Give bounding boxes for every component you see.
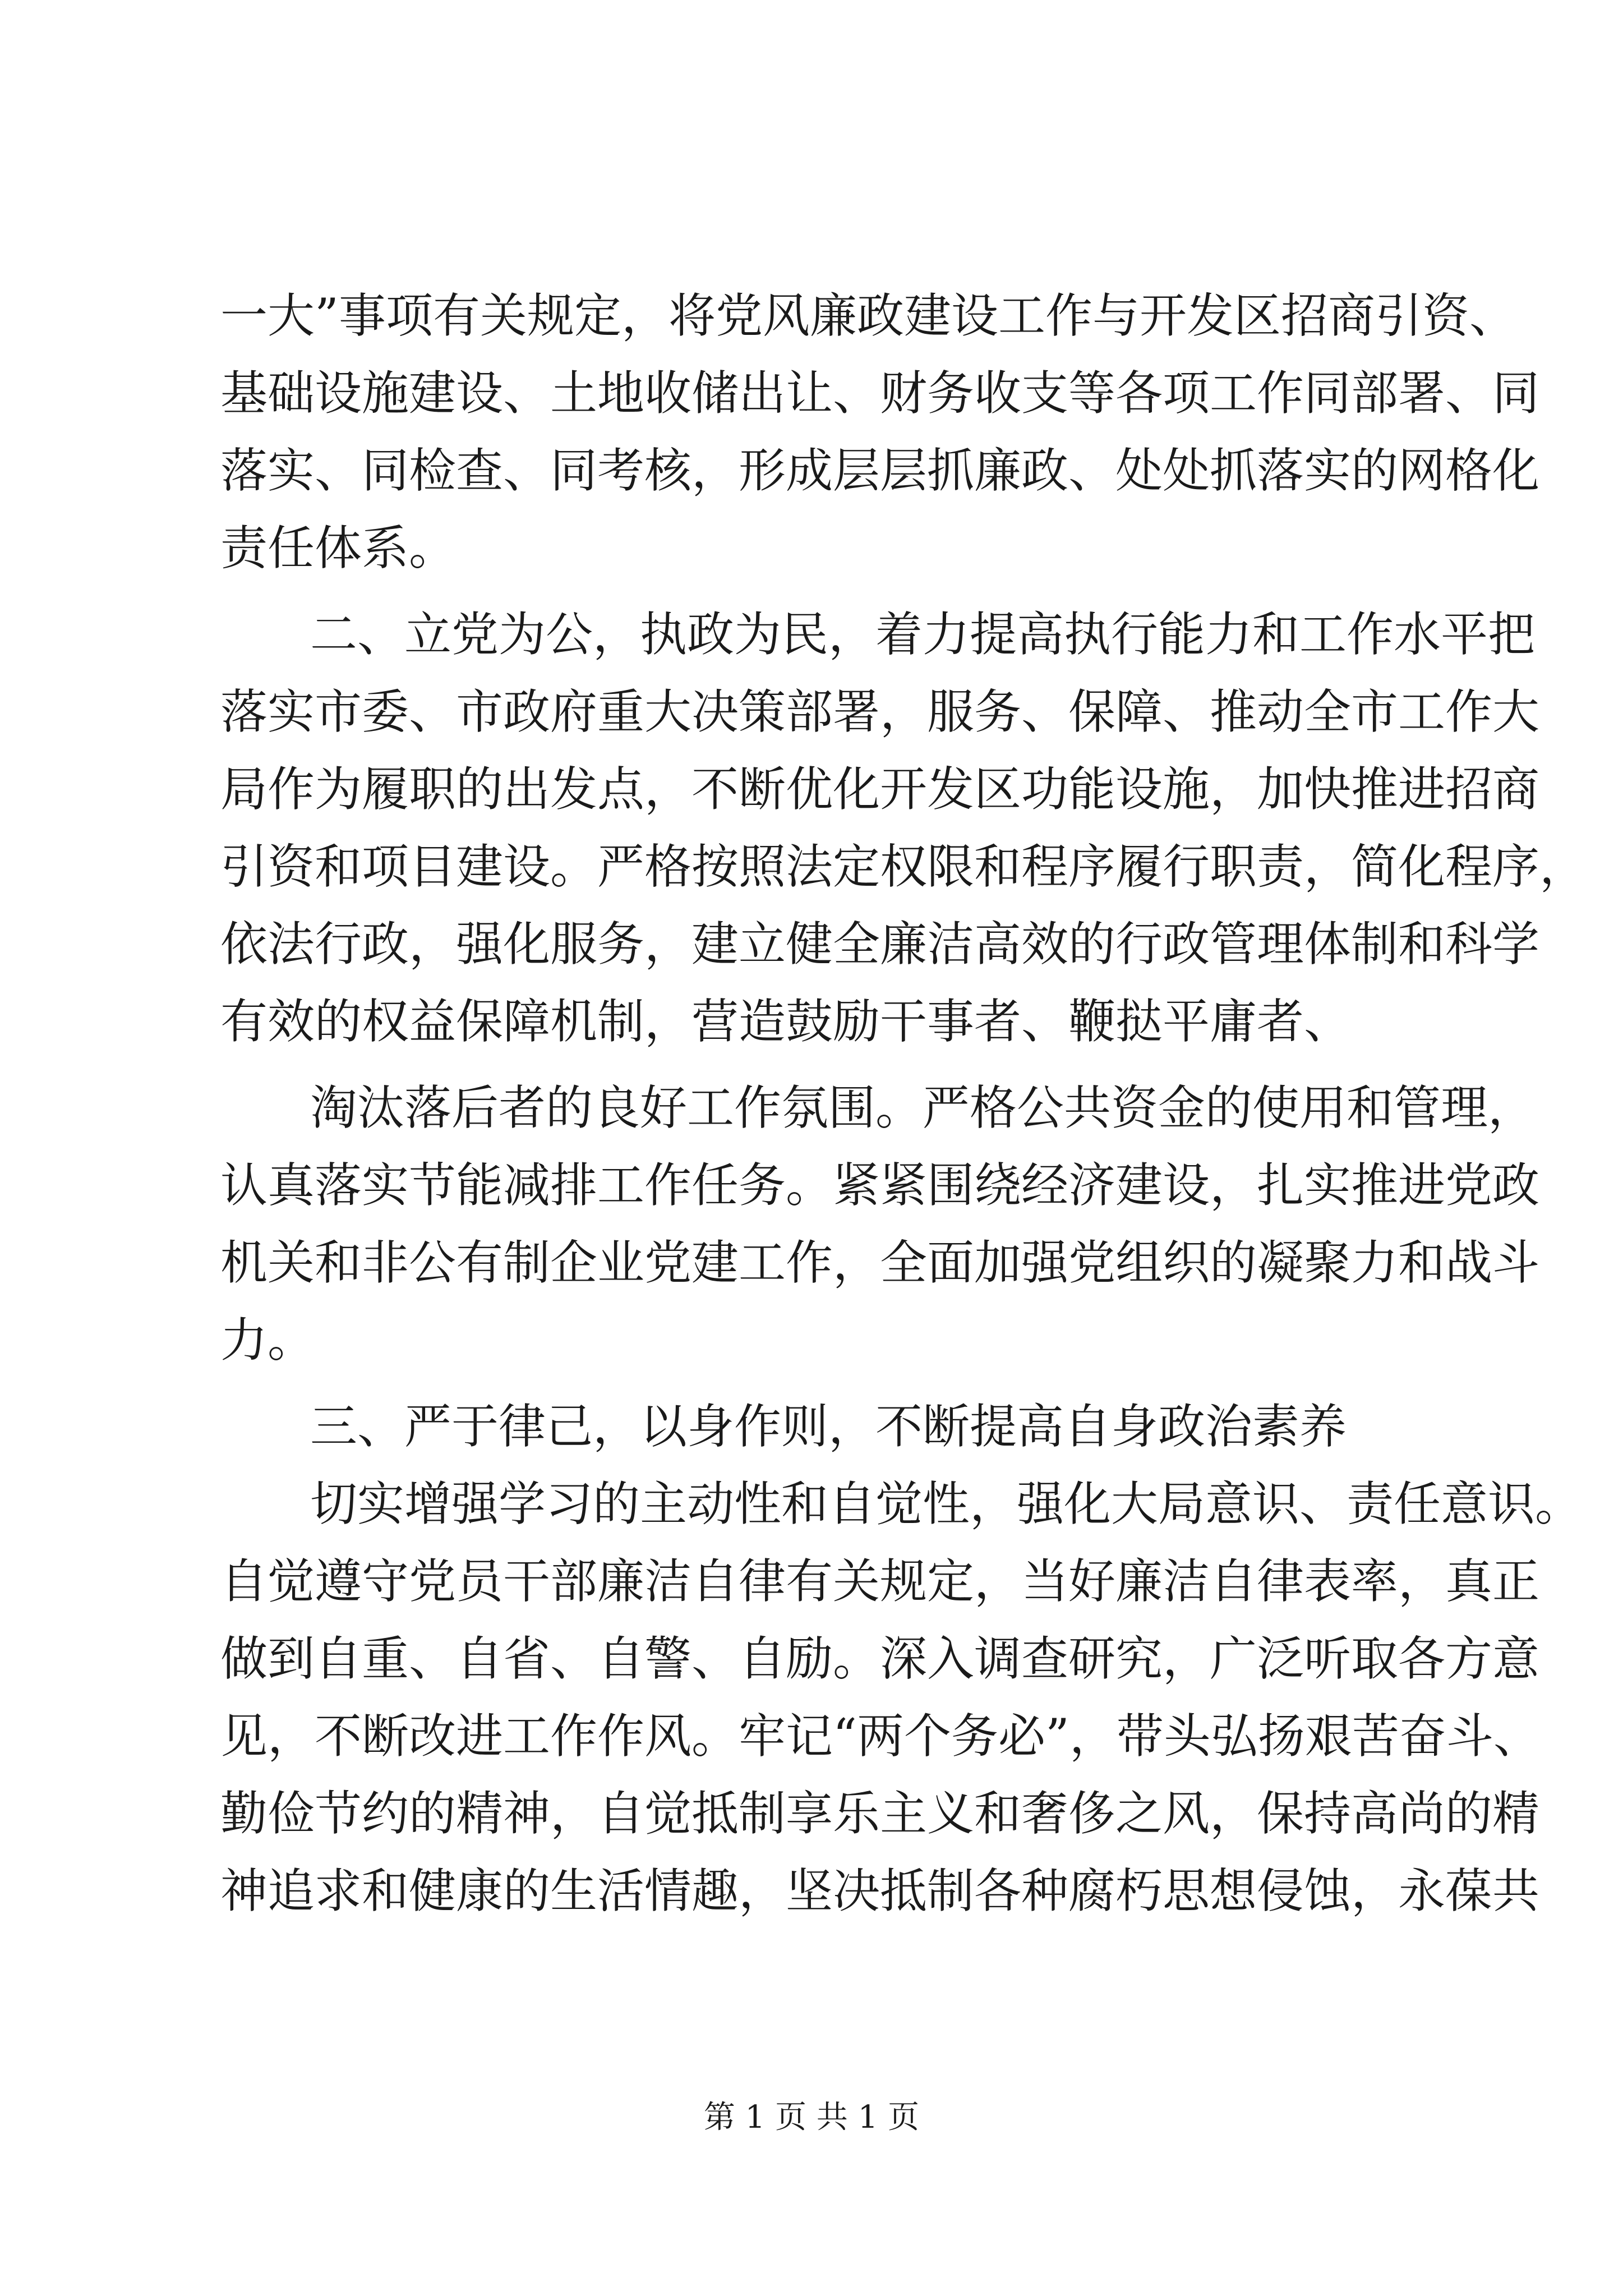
section-heading-2: 二、立党为公，执政为民，着力提高执行能力和工作水平把 — [310, 607, 1536, 662]
text-line-10: 有效的权益保障机制，营造鼓励干事者、鞭挞平庸者、 — [220, 994, 1352, 1049]
text-line-4: 责任体系。 — [220, 521, 457, 576]
text-line-12: 认真落实节能减排工作任务。紧紧围绕经济建设，扎实推进党政 — [220, 1158, 1540, 1213]
text-line-3: 落实、同检查、同考核，形成层层抓廉政、处处抓落实的网格化 — [220, 443, 1540, 498]
text-line-17: 自觉遵守党员干部廉洁自律有关规定，当好廉洁自律表率，真正 — [220, 1554, 1540, 1609]
text-line-14: 力。 — [220, 1313, 315, 1368]
text-line-20: 勤俭节约的精神，自觉抵制享乐主义和奢侈之风，保持高尚的精 — [220, 1786, 1540, 1841]
text-line-8: 引资和项目建设。严格按照法定权限和程序履行职责，简化程序， — [220, 839, 1587, 894]
text-line-13: 机关和非公有制企业党建工作，全面加强党组织的凝聚力和战斗 — [220, 1235, 1540, 1290]
text-line-1: 一大”事项有关规定，将党风廉政建设工作与开发区招商引资、 — [220, 288, 1516, 343]
text-line-11: 淘汰落后者的良好工作氛围。严格公共资金的使用和管理， — [310, 1080, 1536, 1135]
text-line-18: 做到自重、自省、自警、自励。深入调查研究，广泛听取各方意 — [220, 1631, 1540, 1686]
text-line-21: 神追求和健康的生活情趣，坚决抵制各种腐朽思想侵蚀，永葆共 — [220, 1864, 1540, 1918]
section-heading-3: 三、严于律己，以身作则，不断提高自身政治素养 — [310, 1399, 1347, 1454]
page-footer: 第 1 页 共 1 页 — [703, 2099, 920, 2136]
text-line-16: 切实增强学习的主动性和自觉性，强化大局意识、责任意识。 — [310, 1476, 1583, 1531]
text-line-6: 落实市委、市政府重大决策部署，服务、保障、推动全市工作大 — [220, 684, 1540, 739]
text-line-7: 局作为履职的出发点，不断优化开发区功能设施，加快推进招商 — [220, 762, 1540, 817]
text-line-2: 基础设施建设、土地收储出让、财务收支等各项工作同部署、同 — [220, 366, 1540, 421]
text-line-9: 依法行政，强化服务，建立健全廉洁高效的行政管理体制和科学 — [220, 917, 1540, 972]
text-line-19: 见，不断改进工作作风。牢记“两个务必”，带头弘扬艰苦奋斗、 — [220, 1709, 1541, 1764]
